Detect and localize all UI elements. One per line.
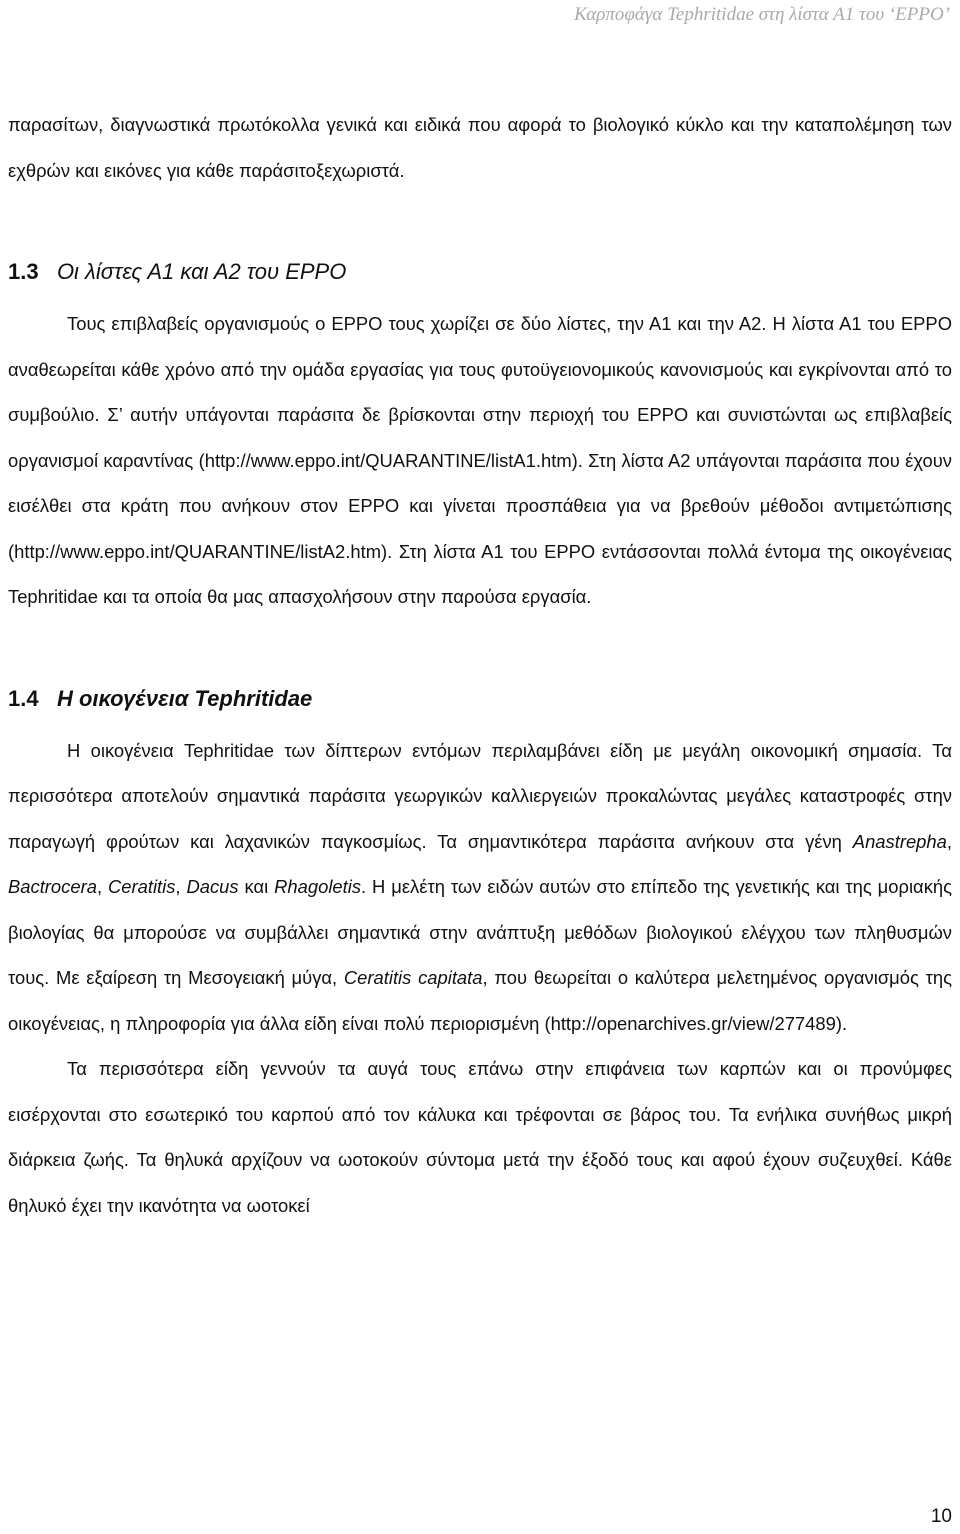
page-content	[8, 102, 952, 1228]
section-title: Οι λίστες Α1 και Α2 του ΕΡΡΟ	[56, 259, 347, 284]
genus-name: Bactrocera	[8, 876, 97, 897]
running-header: Καρποφάγα Tephritidae στη λίστα Α1 του ‘EPPO’	[574, 4, 950, 25]
text-run: ,	[946, 830, 952, 852]
genus-name: Dacus	[186, 876, 239, 897]
section-heading-1-3	[8, 255, 952, 289]
section-heading-1-4	[8, 682, 952, 716]
intro-paragraph: παρασίτων, διαγνωστικά πρωτόκολλα γενικά και ειδικά που αφορά το βιολογικό κύκλο και την καταπολέμηση των εχθρών και εικόνες για κάθε παράσιτοξεχωριστά.	[8, 114, 952, 181]
section-1-4-paragraph-2: Τα περισσότερα είδη γεννούν τα αυγά τους επάνω στην επιφάνεια των καρπών και οι προνύμφες εισέρχονται στο εσωτερικό του καρπού από τον κάλυκα και τρέφονται σε βάρος του. Τα ενήλικα συνήθως μικρή διάρκεια ζωής. Τα θηλυκά αρχίζουν να ωοτοκούν σύντομα μετά την έξοδό τους και αφού έχουν συζευχθεί. Κάθε θηλυκό έχει την ικανότητα να ωοτοκεί	[8, 1058, 952, 1216]
section-number: 1.3	[8, 259, 39, 284]
text-run: , που θεωρείται ο καλύτερα μελετημένος οργανισμός της οικογένειας, η πληροφορία για άλλα είδη είναι πολύ περιορισμένη (http://openarchives.gr/view/277489).	[8, 967, 952, 1034]
section-1-4-paragraph-1	[8, 728, 952, 1047]
text-run: . Η μελέτη των ειδών αυτών στο επίπεδο της γενετικής και της μοριακής βιολογίας θα μπορούσε να συμβάλλει σημαντικά στην ανάπτυξη μεθόδων βιολογικού ελέγχου των πληθυσμών τους. Με εξαίρεση τη Μεσογειακή μύγα,	[8, 876, 952, 988]
spacer	[8, 193, 952, 255]
text-run: ,	[175, 876, 187, 897]
text-run: Η οικογένεια Tephritidae των δίπτερων εντόμων περιλαμβάνει είδη με μεγάλη οικονομική σημασία. Τα περισσότερα αποτελούν σημαντικά παράσιτα γεωργικών καλλιεργειών προκαλώντας μεγάλες καταστροφές στην παραγωγή φρούτων και λαχανικών παγκοσμίως. Τα σημαντικότερα παράσιτα ανήκουν στα γένη	[8, 739, 952, 852]
section-number: 1.4	[8, 685, 39, 711]
species-name: Ceratitis capitata	[343, 967, 483, 988]
text-run: και	[238, 876, 275, 897]
spacer	[8, 289, 952, 301]
genus-name: Rhagoletis	[274, 876, 362, 897]
spacer	[8, 716, 952, 728]
section-title: Η οικογένεια Tephritidae	[56, 685, 313, 711]
page-number: 10	[930, 1506, 952, 1527]
spacer	[8, 620, 952, 682]
text-run: ,	[96, 876, 108, 897]
genus-name: Ceratitis	[107, 876, 176, 897]
section-1-3-paragraph: Τους επιβλαβείς οργανισμούς ο ΕΡΡΟ τους χωρίζει σε δύο λίστες, την Α1 και την Α2. Η λίστα Α1 του ΕΡΡΟ αναθεωρείται κάθε χρόνο από την ομάδα εργασίας για τους φυτοϋγειονομικούς κανονισμούς και εγκρίνονται από το συμβούλιο. Σ’ αυτήν υπάγονται παράσιτα δε βρίσκονται στην περιοχή του ΕΡΡΟ και συνιστώνται ως επιβλαβείς οργανισμοί καραντίνας (http://www.eppo.int/QUARANTINE/listA1.htm). Στη λίστα Α2 υπάγονται παράσιτα που έχουν εισέλθει στα κράτη που ανήκουν στον ΕΡΡΟ και γίνεται προσπάθεια για να βρεθούν μέθοδοι αντιμετώπισης (http://www.eppo.int/QUARANTINE/listA2.htm). Στη λίστα Α1 του ΕΡΡΟ εντάσσονται πολλά έντομα της οικογένειας Tephritidae και τα οποία θα μας απασχολήσουν στην παρούσα εργασία.	[8, 313, 952, 607]
genus-name: Anastrepha	[852, 830, 947, 852]
